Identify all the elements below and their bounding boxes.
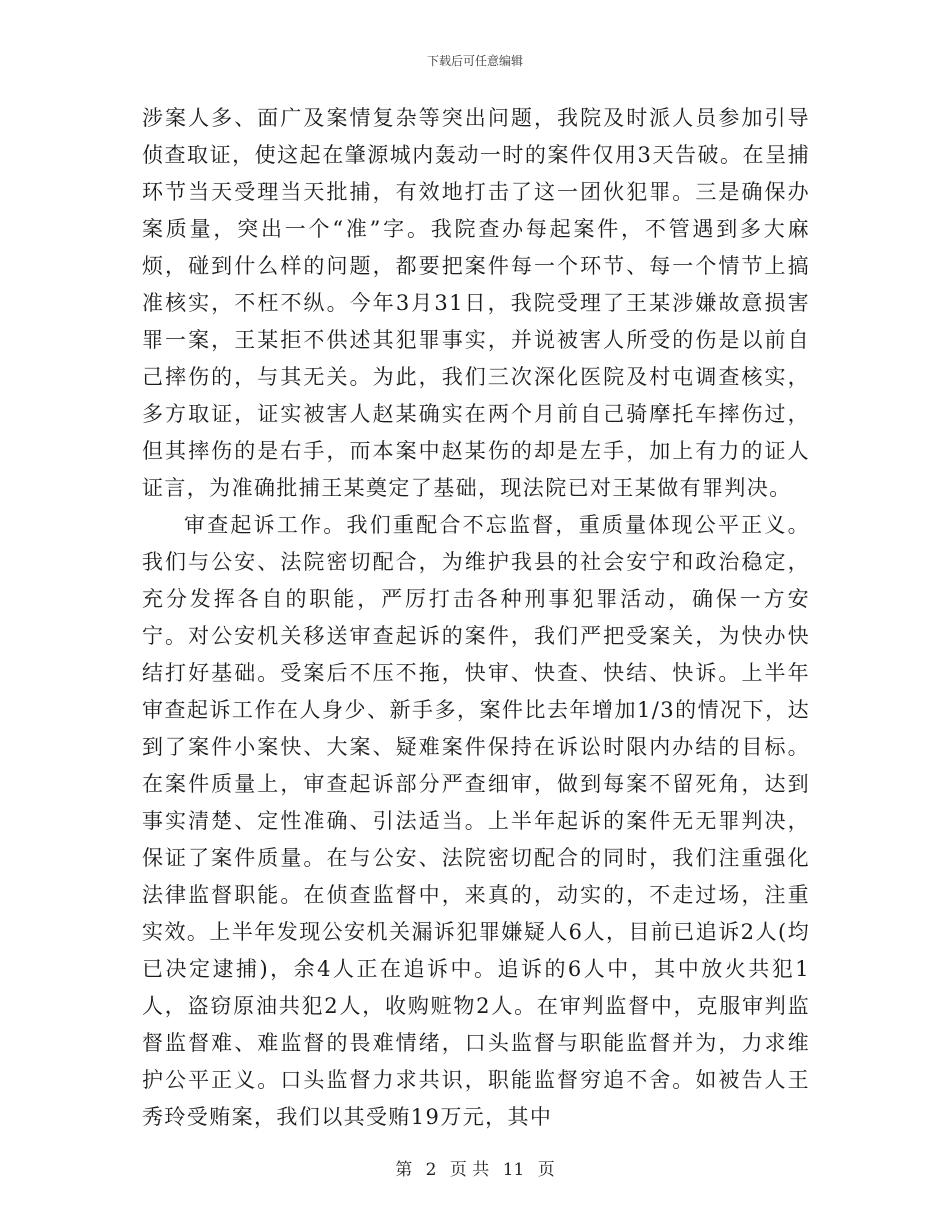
page-header-note: 下载后可任意编辑	[426, 54, 523, 68]
page-footer	[0, 1155, 950, 1180]
footer-suffix: 页	[537, 1160, 555, 1180]
footer-prefix: 第	[395, 1160, 413, 1180]
paragraph-1: 涉案人多、面广及案情复杂等突出问题，我院及时派人员参加引导侦查取证，使这起在肇源城内轰动一时的案件仅用3天告破。在呈捕环节当天受理当天批捕，有效地打击了这一团伙犯罪。三是确保办案质量，突出一个“准”字。我院查办每起案件，不管遇到多大麻烦，碰到什么样的问题，都要把案件每一个环节、每一个情节上搞准核实，不枉不纵。今年3月31日，我院受理了王某涉嫌故意损害罪一案，王某拒不供述其犯罪事实，并说被害人所受的伤是以前自己摔伤的，与其无关。为此，我们三次深化医院及村屯调查核实，多方取证，证实被害人赵某确实在两个月前自己骑摩托车摔伤过，但其摔伤的是右手，而本案中赵某伤的却是左手，加上有力的证人证言，为准确批捕王某奠定了基础，现法院已对王某做有罪判决。	[142, 106, 810, 500]
document-body	[142, 100, 810, 1136]
footer-total-pages: 11	[502, 1160, 525, 1180]
footer-current-page: 2	[425, 1160, 437, 1180]
footer-middle: 页 共	[449, 1160, 490, 1180]
paragraph-2: 审查起诉工作。我们重配合不忘监督，重质量体现公平正义。我们与公安、法院密切配合，为维护我县的社会安宁和政治稳定，充分发挥各自的职能，严厉打击各种刑事犯罪活动，确保一方安宁。对公安机关移送审查起诉的案件，我们严把受案关，为快办快结打好基础。受案后不压不拖，快审、快查、快结、快诉。上半年审查起诉工作在人身少、新手多，案件比去年增加1/3的情况下，达到了案件小案快、大案、疑难案件保持在诉讼时限内办结的目标。在案件质量上，审查起诉部分严查细审，做到每案不留死角，达到事实清楚、定性准确、引法适当。上半年起诉的案件无无罪判决，保证了案件质量。在与公安、法院密切配合的同时，我们注重强化法律监督职能。在侦查监督中，来真的，动实的，不走过场，注重实效。上半年发现公安机关漏诉犯罪嫌疑人6人，目前已追诉2人(均已决定逮捕)，余4人正在追诉中。追诉的6人中，其中放火共犯1人，盗窃原油共犯2人，收购赃物2人。在审判监督中，克服审判监督监督难、难监督的畏难情绪，口头监督与职能监督并为，力求维护公平正义。口头监督力求共识，职能监督穷追不舍。如被告人王秀玲受贿案，我们以其受贿19万元，其中	[142, 513, 810, 1129]
